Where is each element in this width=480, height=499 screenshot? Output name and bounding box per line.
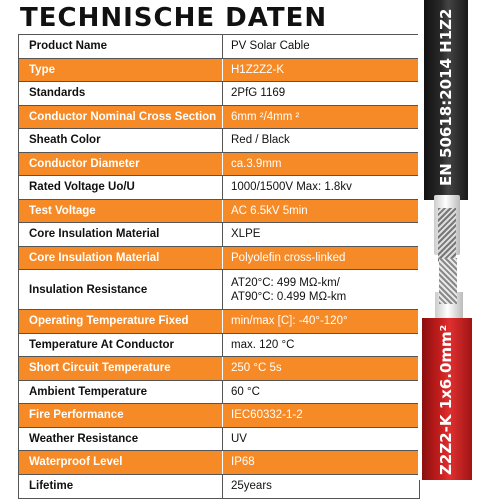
table-row <box>19 247 419 271</box>
row-value: 2PfG 1169 <box>231 87 286 100</box>
table-row <box>19 106 419 130</box>
row-value: PV Solar Cable <box>231 40 310 53</box>
table-row <box>19 129 419 153</box>
cable-image <box>418 0 480 480</box>
table-row <box>19 310 419 334</box>
page-title: TECHNISCHE DATEN <box>20 3 328 33</box>
row-value: AC 6.5kV 5min <box>231 204 308 217</box>
row-value-line: AT90°C: 0.499 MΩ-km <box>231 290 347 303</box>
row-label: Insulation Resistance <box>19 270 223 309</box>
row-label: Product Name <box>19 35 223 58</box>
spec-table <box>18 34 420 499</box>
row-label: Weather Resistance <box>19 428 223 451</box>
table-row <box>19 153 419 177</box>
row-value: 25years <box>231 480 272 493</box>
row-label: Ambient Temperature <box>19 381 223 404</box>
row-value <box>223 270 419 309</box>
row-value: H1Z2Z2-K <box>231 63 285 76</box>
row-label: Temperature At Conductor <box>19 334 223 357</box>
row-label: Waterproof Level <box>19 451 223 474</box>
row-label: Fire Performance <box>19 404 223 427</box>
table-row <box>19 82 419 106</box>
table-row <box>19 223 419 247</box>
row-label: Type <box>19 59 223 82</box>
cable-print-bottom: Z2Z2-K 1x6.0mm² <box>437 324 455 476</box>
table-row <box>19 35 419 59</box>
row-label: Operating Temperature Fixed <box>19 310 223 333</box>
table-row <box>19 176 419 200</box>
row-value: UV <box>231 432 247 445</box>
row-value: IEC60332-1-2 <box>231 409 303 422</box>
conductor-strands-bottom <box>439 258 457 304</box>
row-value: 1000/1500V Max: 1.8kv <box>231 181 352 194</box>
table-row <box>19 404 419 428</box>
row-value: ca.3.9mm <box>231 157 282 170</box>
row-label: Standards <box>19 82 223 105</box>
table-row <box>19 381 419 405</box>
table-row <box>19 428 419 452</box>
row-label: Short Circuit Temperature <box>19 357 223 380</box>
row-label: Test Voltage <box>19 200 223 223</box>
table-row <box>19 334 419 358</box>
row-value: IP68 <box>231 456 255 469</box>
row-label: Rated Voltage Uo/U <box>19 176 223 199</box>
row-value: 6mm ²/4mm ² <box>231 110 300 123</box>
table-row <box>19 270 419 310</box>
table-row <box>19 200 419 224</box>
table-row <box>19 59 419 83</box>
table-row <box>19 475 419 499</box>
table-row <box>19 451 419 475</box>
row-value: 250 °C 5s <box>231 362 282 375</box>
row-label: Core Insulation Material <box>19 247 223 270</box>
row-value: Polyolefin cross-linked <box>231 251 346 264</box>
row-value: XLPE <box>231 228 261 241</box>
row-label: Sheath Color <box>19 129 223 152</box>
row-label: Conductor Diameter <box>19 153 223 176</box>
row-label: Lifetime <box>19 475 223 499</box>
row-label: Conductor Nominal Cross Section <box>19 106 223 129</box>
table-row <box>19 357 419 381</box>
row-value: max. 120 °C <box>231 338 295 351</box>
row-value: Red / Black <box>231 134 290 147</box>
row-value: 60 °C <box>231 385 260 398</box>
row-label: Core Insulation Material <box>19 223 223 246</box>
conductor-strands-top <box>438 208 456 262</box>
cable-print-top: EN 50618:2014 H1Z2 <box>437 8 455 186</box>
row-value-line: AT20°C: 499 MΩ-km/ <box>231 276 340 289</box>
row-value: min/max [C]: -40°-120° <box>231 315 348 328</box>
